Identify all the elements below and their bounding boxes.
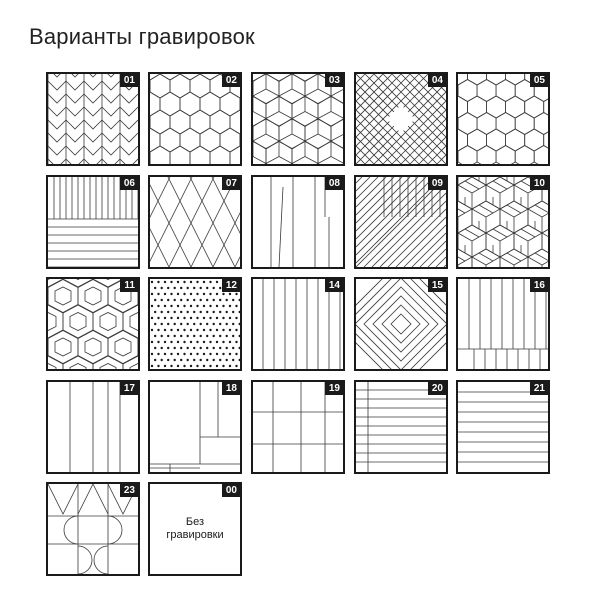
variant-number: 00 <box>222 484 240 497</box>
page-title: Варианты гравировок <box>29 24 255 49</box>
honeycomb-pattern-icon <box>458 74 548 164</box>
variant-tile-06[interactable] <box>46 175 140 269</box>
diamond-lattice-pattern-icon <box>150 177 240 267</box>
variant-number: 23 <box>120 484 138 497</box>
variant-tile-19[interactable] <box>251 380 345 474</box>
variant-tile-04[interactable] <box>354 72 448 166</box>
concentric-diamond-pattern-icon <box>356 279 446 369</box>
variant-tile-12[interactable] <box>148 277 242 371</box>
variant-tile-23[interactable] <box>46 482 140 576</box>
stripes-with-band-pattern-icon <box>458 279 548 369</box>
variant-number: 17 <box>120 382 138 395</box>
variant-number: 15 <box>428 279 446 292</box>
variant-number: 02 <box>222 74 240 87</box>
sparse-vertical-lines-pattern-icon <box>253 177 343 267</box>
variant-tile-03[interactable] <box>251 72 345 166</box>
variant-tile-05[interactable] <box>456 72 550 166</box>
geometric-arch-pattern-icon <box>48 484 138 574</box>
variant-tile-07[interactable] <box>148 175 242 269</box>
variant-tile-10[interactable] <box>456 175 550 269</box>
variant-tile-01[interactable] <box>46 72 140 166</box>
variant-number: 19 <box>325 382 343 395</box>
dot-pattern-icon <box>150 279 240 369</box>
variant-tile-00-no-engraving[interactable] <box>148 482 242 576</box>
elongated-hexagon-pattern-icon <box>150 74 240 164</box>
chevron-pattern-icon <box>48 74 138 164</box>
variant-tile-18[interactable] <box>148 380 242 474</box>
square-grid-pattern-icon <box>253 382 343 472</box>
variant-tile-21[interactable] <box>456 380 550 474</box>
variant-number: 12 <box>222 279 240 292</box>
horizontal-lines-divider-pattern-icon <box>356 382 446 472</box>
variant-number: 11 <box>120 279 138 292</box>
variant-number: 16 <box>530 279 548 292</box>
cube-lattice-pattern-icon <box>48 279 138 369</box>
horizontal-lines-pattern-icon <box>458 382 548 472</box>
variant-number: 03 <box>325 74 343 87</box>
variant-number: 20 <box>428 382 446 395</box>
variant-number: 18 <box>222 382 240 395</box>
diagonal-chevron-lines-pattern-icon <box>356 177 446 267</box>
variant-tile-17[interactable] <box>46 380 140 474</box>
star-cube-pattern-icon <box>253 74 343 164</box>
variant-number: 06 <box>120 177 138 190</box>
variant-tile-16[interactable] <box>456 277 550 371</box>
no-engraving-label: Без гравировки <box>166 516 224 541</box>
variant-number: 01 <box>120 74 138 87</box>
isometric-cube-pattern-icon <box>458 177 548 267</box>
vertical-stripes-pattern-icon <box>253 279 343 369</box>
variant-tile-15[interactable] <box>354 277 448 371</box>
variant-number: 04 <box>428 74 446 87</box>
variant-tile-02[interactable] <box>148 72 242 166</box>
diagonal-x-pattern-icon <box>356 74 446 164</box>
variant-number: 08 <box>325 177 343 190</box>
variant-tile-09[interactable] <box>354 175 448 269</box>
variant-tile-14[interactable] <box>251 277 345 371</box>
variant-tile-20[interactable] <box>354 380 448 474</box>
variant-number: 10 <box>530 177 548 190</box>
variant-tile-08[interactable] <box>251 175 345 269</box>
variant-number: 14 <box>325 279 343 292</box>
variant-number: 21 <box>530 382 548 395</box>
variant-number: 07 <box>222 177 240 190</box>
variant-number: 09 <box>428 177 446 190</box>
variant-tile-11[interactable] <box>46 277 140 371</box>
variant-number: 05 <box>530 74 548 87</box>
wide-vertical-stripes-pattern-icon <box>48 382 138 472</box>
vertical-horizontal-lines-pattern-icon <box>48 177 138 267</box>
rectangles-pattern-icon <box>150 382 240 472</box>
